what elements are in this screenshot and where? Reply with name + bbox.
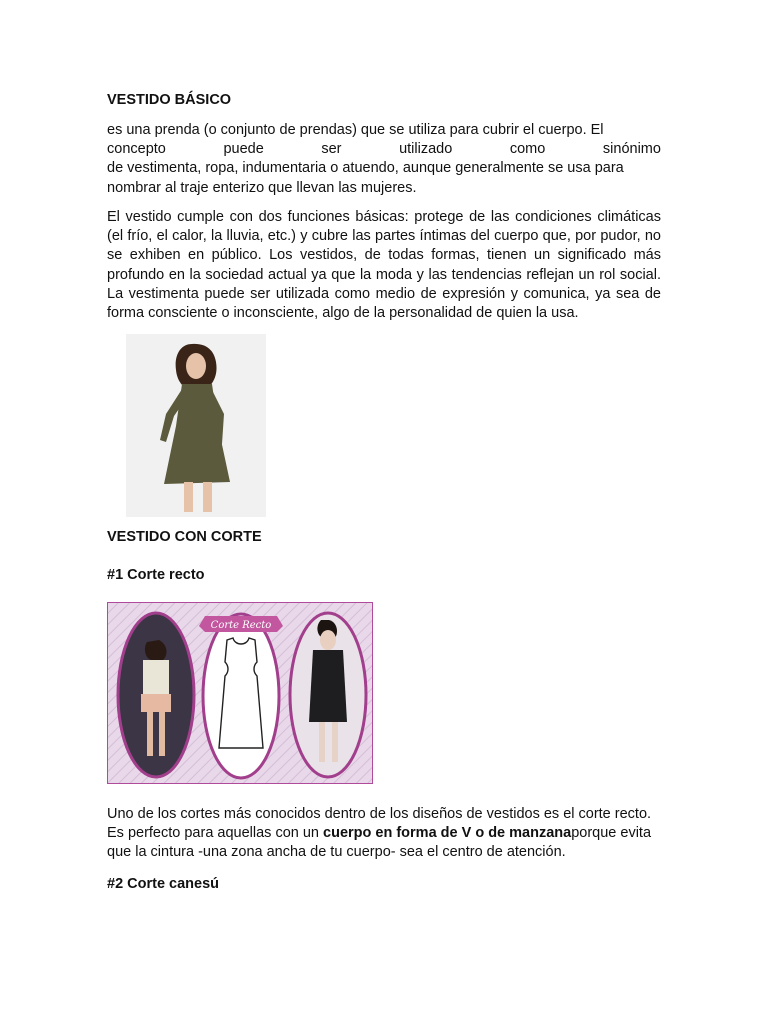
definition-line-3: de vestimenta, ropa, indumentaria o atuendo, aunque generalmente se usa para xyxy=(107,160,624,177)
paragraph-functions: El vestido cumple con dos funciones básicas: protege de las condiciones climáticas (el frío, el calor, la lluvia, etc.) y cubre las partes íntimas del cuerpo que, por pudor, no se exhiben en público. Los vestidos, de todas formas, tienen un significado más profundo en la sociedad actual ya que la moda y las tendencias reflejan un rol social. La vestimenta puede ser utilizada como medio de expresión y comunica, ya sea de forma consciente o inconsciente, algo de la personalidad de quien la usa. xyxy=(107,209,661,322)
word: utilizado xyxy=(399,141,453,158)
heading-corte-canesu: #2 Corte canesú xyxy=(107,876,220,892)
word: puede xyxy=(223,141,264,158)
word: como xyxy=(509,141,546,158)
definition-line-1: es una prenda (o conjunto de prendas) que se utiliza para cubrir el cuerpo. El xyxy=(107,122,604,138)
text-run: porque evita que la cintura -una zona ancha de tu cuerpo- sea el centro de atención. xyxy=(107,825,652,861)
collage-banner-text: Corte Recto xyxy=(210,620,272,631)
definition-line-4: nombrar al traje enterizo que llevan las mujeres. xyxy=(107,179,417,196)
paragraph-definition xyxy=(107,121,661,198)
word: concepto xyxy=(107,141,166,158)
word: ser xyxy=(321,141,342,158)
paragraph-corte-recto xyxy=(107,805,661,863)
heading-corte-recto: #1 Corte recto xyxy=(107,567,205,583)
heading-vestido-basico: VESTIDO BÁSICO xyxy=(107,92,232,108)
word: sinónimo xyxy=(602,141,661,158)
corte-recto-collage xyxy=(107,602,373,784)
bold-text-run: cuerpo en forma de V o de manzana xyxy=(323,825,572,842)
green-dress-photo xyxy=(126,334,266,517)
heading-vestido-con-corte: VESTIDO CON CORTE xyxy=(107,529,262,545)
text-run: Uno de los cortes más conocidos dentro de los diseños de vestidos es el corte recto. Es perfecto para aquellas con un xyxy=(107,806,652,842)
definition-line-2 xyxy=(107,140,661,159)
